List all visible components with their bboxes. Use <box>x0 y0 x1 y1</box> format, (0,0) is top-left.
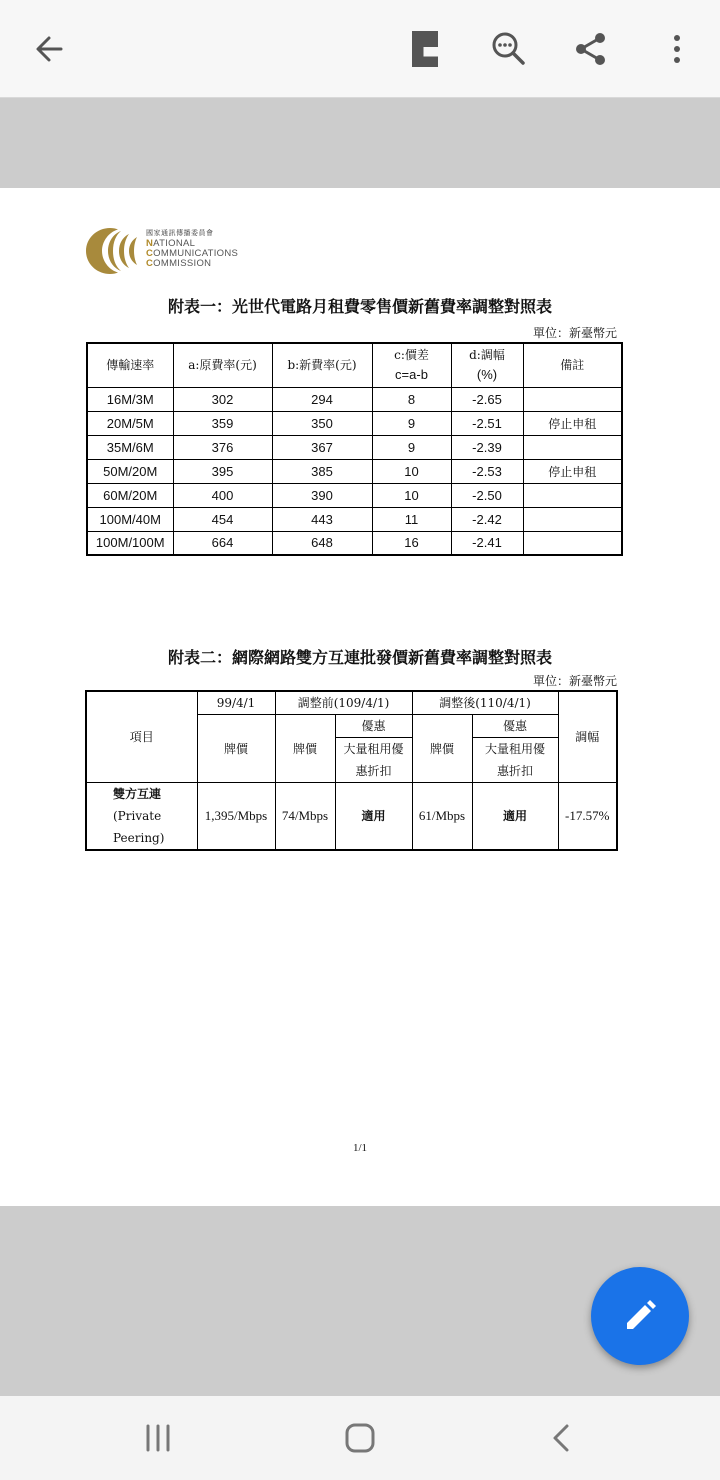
table1-unit: 單位：新臺幣元 <box>533 326 618 340</box>
table-row <box>87 387 622 411</box>
cell-c: 10 <box>372 459 451 483</box>
home-icon[interactable] <box>338 1416 382 1460</box>
cell-a: 395 <box>173 459 272 483</box>
cell-rate: 35M/6M <box>87 435 173 459</box>
cell-b: 390 <box>272 483 372 507</box>
cell-b: 294 <box>272 387 372 411</box>
cell-note: 停止申租 <box>523 411 622 435</box>
header-pct: d:調幅 (%) <box>451 343 523 387</box>
cell-rate: 100M/100M <box>87 531 173 555</box>
cell-note <box>523 435 622 459</box>
cell-d: -2.42 <box>451 507 523 531</box>
cell-d: -2.51 <box>451 411 523 435</box>
cell-rate: 16M/3M <box>87 387 173 411</box>
cell-d: -2.41 <box>451 531 523 555</box>
header-bulk-109: 大量租用優 惠折扣 <box>335 738 412 783</box>
cell-a: 359 <box>173 411 272 435</box>
table1-title: 附表一：光世代電路月租費零售價新舊費率調整對照表 <box>167 297 552 316</box>
cell-rate: 60M/20M <box>87 483 173 507</box>
header-item: 項目 <box>86 691 197 783</box>
cell-rate: 20M/5M <box>87 411 173 435</box>
logo-line-3: COMMISSION <box>146 258 212 269</box>
cell-d: -2.65 <box>451 387 523 411</box>
table2-title: 附表二：網際網路雙方互連批發價新舊費率調整對照表 <box>167 648 552 667</box>
edit-fab-button[interactable] <box>591 1267 689 1365</box>
cell-a: 454 <box>173 507 272 531</box>
cell-b: 443 <box>272 507 372 531</box>
cell-d: -2.39 <box>451 435 523 459</box>
cell-a: 664 <box>173 531 272 555</box>
pencil-edit-icon <box>620 1296 660 1336</box>
table-row <box>87 531 622 555</box>
cell-price-110: 61/Mbps <box>412 783 472 851</box>
back-icon[interactable] <box>540 1416 584 1460</box>
cell-b: 648 <box>272 531 372 555</box>
document-page[interactable] <box>0 188 720 1206</box>
cell-d: -2.50 <box>451 483 523 507</box>
table2-unit: 單位：新臺幣元 <box>533 674 618 688</box>
cell-price-109: 74/Mbps <box>275 783 335 851</box>
header-list-price-99: 牌價 <box>197 715 275 783</box>
cell-c: 9 <box>372 435 451 459</box>
cell-rate: 50M/20M <box>87 459 173 483</box>
ncc-logo <box>85 226 255 274</box>
table-header-row <box>87 343 622 387</box>
rate-table-2 <box>85 690 618 851</box>
header-date-99: 99/4/1 <box>197 691 275 715</box>
header-original: a:原費率(元) <box>173 343 272 387</box>
cell-a: 400 <box>173 483 272 507</box>
header-diff: c:價差 c=a-b <box>372 343 451 387</box>
cell-c: 11 <box>372 507 451 531</box>
cell-a: 376 <box>173 435 272 459</box>
header-list-price-109: 牌價 <box>275 715 335 783</box>
recent-apps-icon[interactable] <box>136 1416 180 1460</box>
logo-line-2: COMMUNICATIONS <box>146 248 239 259</box>
cell-b: 367 <box>272 435 372 459</box>
system-nav-bar <box>0 1396 720 1480</box>
layout-icon[interactable] <box>400 24 450 74</box>
header-bulk-110: 大量租用優 惠折扣 <box>472 738 558 783</box>
table-row <box>87 459 622 483</box>
cell-c: 10 <box>372 483 451 507</box>
table-row <box>86 783 617 851</box>
header-note: 備註 <box>523 343 622 387</box>
document-background <box>0 98 720 188</box>
cell-c: 16 <box>372 531 451 555</box>
header-date-110: 調整後(110/4/1) <box>412 691 558 715</box>
cell-d: -2.53 <box>451 459 523 483</box>
search-icon[interactable] <box>484 24 534 74</box>
cell-note <box>523 507 622 531</box>
cell-item: 雙方互連 (Private Peering) <box>86 783 197 851</box>
table-row <box>87 483 622 507</box>
cell-c: 9 <box>372 411 451 435</box>
cell-note <box>523 483 622 507</box>
table-row <box>87 507 622 531</box>
back-arrow-icon[interactable] <box>24 24 74 74</box>
cell-b: 350 <box>272 411 372 435</box>
cell-a: 302 <box>173 387 272 411</box>
table-row <box>87 435 622 459</box>
cell-price-99: 1,395/Mbps <box>197 783 275 851</box>
logo-line-1: NATIONAL <box>146 238 196 249</box>
cell-note <box>523 387 622 411</box>
logo-chinese-text: 國家通訊傳播委員會 <box>146 230 214 237</box>
table-header-row <box>86 691 617 715</box>
cell-note <box>523 531 622 555</box>
header-discount-109: 優惠 <box>335 715 412 738</box>
cell-note: 停止申租 <box>523 459 622 483</box>
page-number: 1/1 <box>352 1142 368 1154</box>
cell-discount-109: 適用 <box>335 783 412 851</box>
cell-b: 385 <box>272 459 372 483</box>
header-range: 調幅 <box>558 691 617 783</box>
table-row <box>87 411 622 435</box>
header-date-109: 調整前(109/4/1) <box>275 691 412 715</box>
cell-rate: 100M/40M <box>87 507 173 531</box>
header-rate: 傳輸速率 <box>87 343 173 387</box>
cell-c: 8 <box>372 387 451 411</box>
header-list-price-110: 牌價 <box>412 715 472 783</box>
top-app-bar <box>0 0 720 98</box>
ncc-logo-mark-icon <box>85 226 145 276</box>
more-icon[interactable] <box>652 24 702 74</box>
cell-discount-110: 適用 <box>472 783 558 851</box>
share-icon[interactable] <box>566 24 616 74</box>
header-new: b:新費率(元) <box>272 343 372 387</box>
header-discount-110: 優惠 <box>472 715 558 738</box>
cell-range: -17.57% <box>558 783 617 851</box>
rate-table-1 <box>86 342 623 556</box>
